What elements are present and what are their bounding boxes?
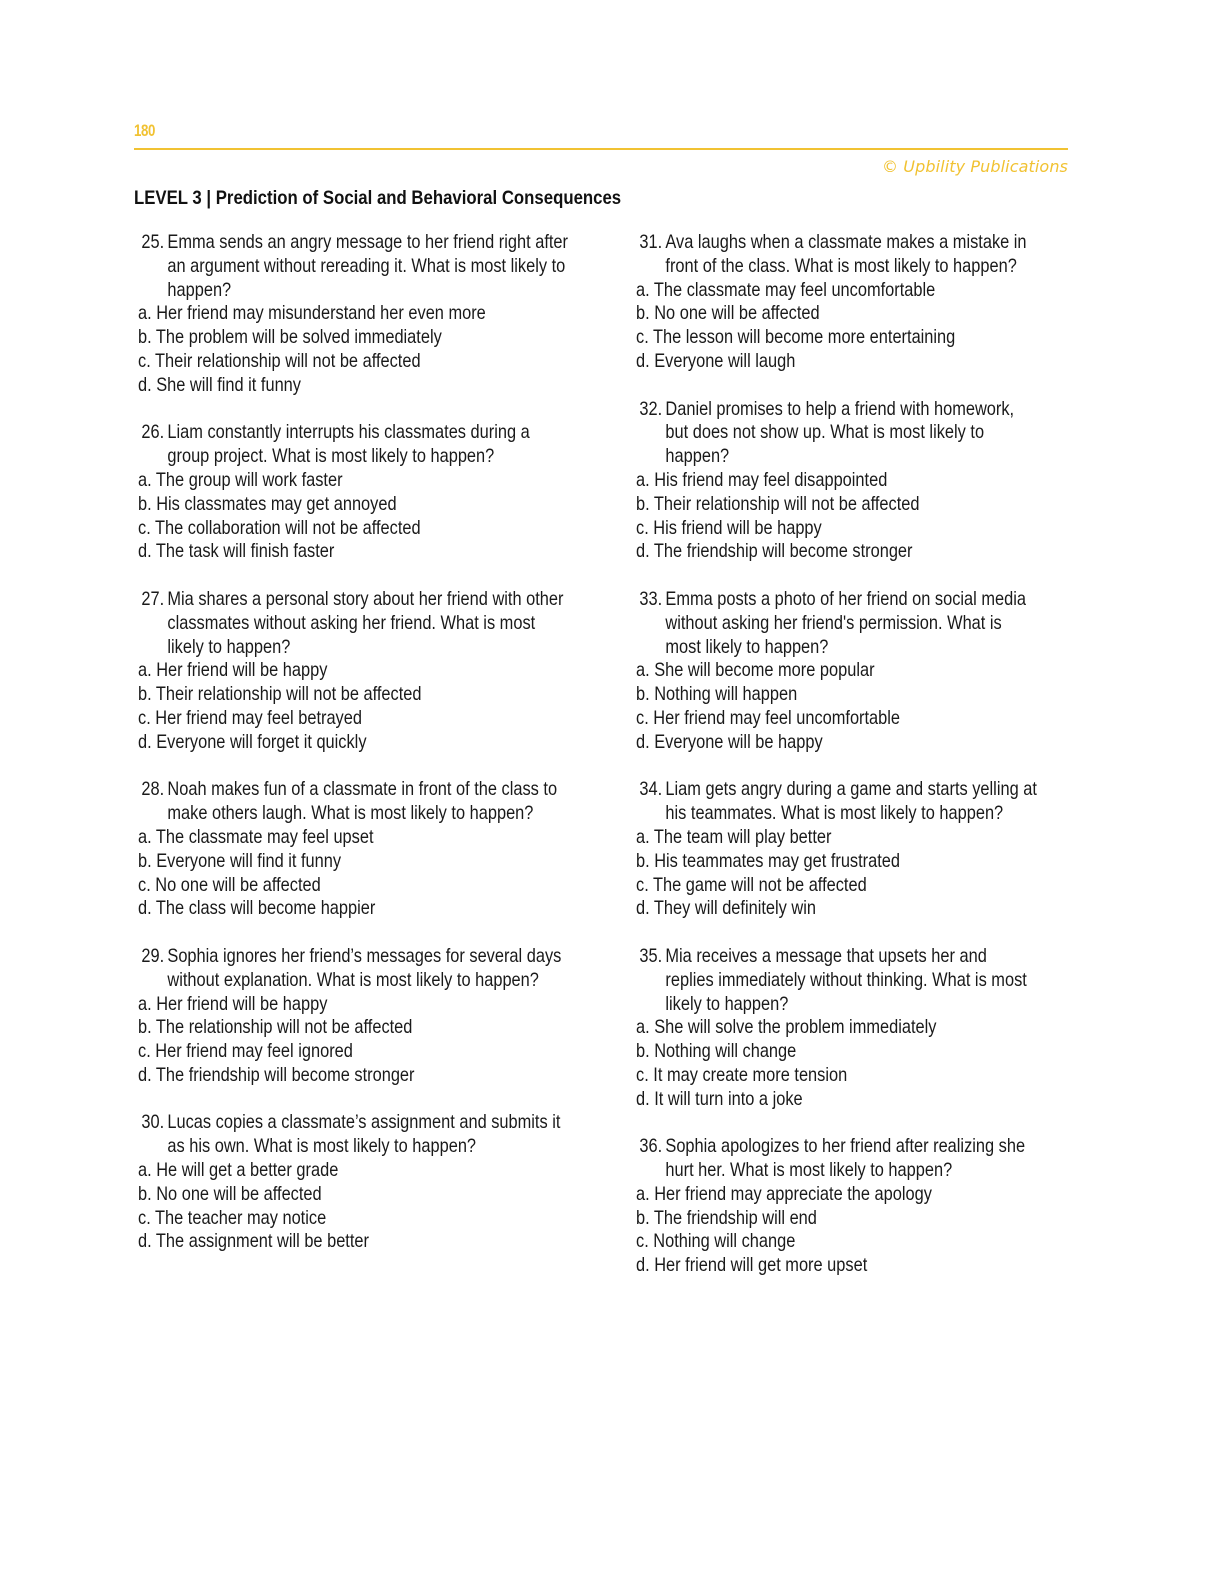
option-letter: b. [636, 1206, 650, 1229]
question-text [665, 588, 1106, 659]
question-text-line: front of the class. What is most likely to happen? [665, 254, 1017, 277]
question-text-line: replies immediately without thinking. What is most [665, 968, 1027, 991]
question-text [665, 945, 1106, 1016]
option-text: His friend may feel disappointed [654, 468, 888, 491]
question-text-line: Lucas copies a classmate’s assignment and submits it [167, 1111, 561, 1134]
question-item [138, 1111, 608, 1254]
option-letter: a. [138, 659, 152, 682]
copyright-notice: © Upbility Publications [882, 157, 1068, 176]
question-item [138, 231, 608, 398]
option-letter: b. [636, 492, 650, 515]
question-stem [636, 945, 1106, 1016]
option-text: The team will play better [653, 825, 832, 848]
answer-option [138, 993, 608, 1017]
option-letter: c. [138, 873, 151, 896]
answer-option [636, 731, 1106, 755]
option-text: The lesson will become more entertaining [653, 326, 956, 349]
question-number: 35. [639, 944, 663, 967]
answer-option [138, 302, 608, 326]
option-letter: a. [636, 659, 650, 682]
option-text: Nothing will change [653, 1230, 796, 1253]
question-text-line: classmates without asking her friend. What is most [167, 611, 536, 634]
option-text: Her friend may feel ignored [155, 1040, 353, 1063]
question-text-line: Mia shares a personal story about her friend with other [167, 587, 564, 610]
option-text: The problem will be solved immediately [155, 326, 442, 349]
option-letter: c. [138, 516, 151, 539]
right-question-column [636, 231, 1196, 1302]
question-list [636, 231, 1106, 1278]
answer-option [636, 897, 1106, 921]
question-text-line: group project. What is most likely to happen? [167, 445, 495, 468]
answer-option [138, 1183, 608, 1207]
question-text-line: without explanation. What is most likely to happen? [167, 968, 539, 991]
question-text-line: as his own. What is most likely to happen? [167, 1135, 477, 1158]
answer-option [138, 874, 608, 898]
answer-option [138, 1159, 608, 1183]
option-letter: a. [636, 825, 650, 848]
option-letter: d. [636, 1254, 650, 1277]
answer-option [636, 850, 1106, 874]
option-letter: a. [636, 278, 650, 301]
question-stem [138, 945, 608, 993]
question-text [167, 588, 608, 659]
option-letter: d. [636, 897, 650, 920]
option-text: Her friend will be happy [156, 992, 328, 1015]
option-text: She will find it funny [156, 373, 301, 396]
option-text: Everyone will laugh [654, 349, 796, 372]
question-item [636, 588, 1106, 755]
question-item [138, 588, 608, 755]
option-text: His classmates may get annoyed [156, 492, 397, 515]
question-number: 31. [639, 231, 663, 253]
question-text [665, 778, 1106, 826]
answer-option [636, 707, 1106, 731]
question-text-line: without asking her friend's permission. What is [665, 611, 1002, 634]
question-text [665, 1135, 1106, 1183]
question-item [636, 398, 1106, 565]
answer-option [636, 1254, 1106, 1278]
option-letter: b. [138, 1182, 152, 1205]
option-letter: a. [138, 992, 152, 1015]
question-text-line: Ava laughs when a classmate makes a mistake in [665, 231, 1027, 253]
option-letter: d. [138, 373, 152, 396]
answer-option [636, 1088, 1106, 1112]
answer-option [138, 731, 608, 755]
question-text [665, 398, 1106, 469]
answer-option [138, 683, 608, 707]
option-text: It will turn into a joke [654, 1087, 803, 1110]
question-number: 26. [141, 421, 165, 444]
option-text: The classmate may feel uncomfortable [653, 278, 936, 301]
option-text: His teammates may get frustrated [654, 849, 901, 872]
question-number: 25. [141, 231, 165, 253]
option-letter: d. [138, 540, 152, 563]
question-text-line: Liam constantly interrupts his classmates during a [167, 421, 530, 444]
option-letter: d. [138, 897, 152, 920]
question-text-line: but does not show up. What is most likely to [665, 421, 985, 444]
option-text: His friend will be happy [653, 516, 822, 539]
question-text-line: make others laugh. What is most likely to happen? [167, 802, 534, 825]
option-letter: b. [636, 683, 650, 706]
answer-option [138, 350, 608, 374]
answer-option [636, 326, 1106, 350]
answer-option [138, 1064, 608, 1088]
option-letter: c. [636, 1063, 649, 1086]
answer-option [138, 374, 608, 398]
option-text: The friendship will become stronger [155, 1063, 415, 1086]
question-stem [636, 1135, 1106, 1183]
option-letter: b. [636, 302, 650, 325]
left-question-column [138, 231, 698, 1278]
option-letter: a. [636, 1182, 650, 1205]
option-letter: d. [138, 730, 152, 753]
option-text: The class will become happier [155, 897, 376, 920]
option-letter: b. [138, 1016, 152, 1039]
option-letter: a. [138, 825, 152, 848]
question-text-line: Sophia ignores her friend’s messages for several days [167, 944, 562, 967]
option-text: Their relationship will not be affected [155, 683, 422, 706]
section-title: LEVEL 3 | Prediction of Social and Behavioral Consequences [134, 187, 622, 209]
option-text: The group will work faster [155, 468, 343, 491]
answer-option [636, 540, 1106, 564]
option-letter: c. [138, 1206, 151, 1229]
answer-option [138, 897, 608, 921]
option-text: She will solve the problem immediately [654, 1016, 937, 1039]
header-divider [134, 148, 1068, 150]
option-text: Their relationship will not be affected [155, 349, 421, 372]
question-text-line: Daniel promises to help a friend with homework, [665, 397, 1015, 420]
option-letter: c. [636, 873, 649, 896]
option-text: Everyone will forget it quickly [156, 730, 367, 753]
option-text: Everyone will be happy [654, 730, 823, 753]
question-text-line: likely to happen? [665, 992, 789, 1015]
question-text-line: happen? [665, 445, 730, 468]
question-stem [138, 231, 608, 302]
question-list [138, 231, 608, 1254]
answer-option [138, 1040, 608, 1064]
question-stem [636, 398, 1106, 469]
question-text-line: likely to happen? [167, 635, 291, 658]
answer-option [636, 517, 1106, 541]
option-letter: c. [636, 326, 649, 349]
answer-option [636, 469, 1106, 493]
option-text: They will definitely win [653, 897, 816, 920]
option-letter: a. [636, 1016, 650, 1039]
option-letter: d. [138, 1230, 152, 1253]
option-letter: c. [636, 706, 649, 729]
question-number: 32. [639, 397, 663, 420]
question-stem [138, 1111, 608, 1159]
answer-option [138, 326, 608, 350]
answer-option [138, 469, 608, 493]
option-text: The relationship will not be affected [155, 1016, 413, 1039]
option-text: Her friend may feel uncomfortable [653, 706, 901, 729]
question-text-line: Noah makes fun of a classmate in front of the class to [167, 778, 558, 801]
question-stem [636, 778, 1106, 826]
answer-option [636, 1040, 1106, 1064]
option-letter: d. [636, 349, 650, 372]
option-letter: c. [138, 349, 151, 372]
question-text [167, 778, 608, 826]
option-letter: a. [138, 302, 152, 325]
question-text-line: Sophia apologizes to her friend after realizing she [665, 1135, 1026, 1158]
question-stem [138, 421, 608, 469]
answer-option [636, 683, 1106, 707]
option-letter: b. [138, 683, 152, 706]
question-item [138, 945, 608, 1088]
option-text: Everyone will find it funny [156, 849, 342, 872]
answer-option [636, 350, 1106, 374]
option-letter: d. [138, 1063, 152, 1086]
question-item [636, 1135, 1106, 1278]
question-stem [138, 778, 608, 826]
answer-option [636, 1016, 1106, 1040]
question-text [167, 421, 608, 469]
option-text: The assignment will be better [155, 1230, 369, 1253]
answer-option [138, 540, 608, 564]
option-letter: c. [636, 516, 649, 539]
option-text: Her friend will be happy [156, 659, 328, 682]
question-text-line: his teammates. What is most likely to happen? [665, 802, 1004, 825]
question-number: 29. [141, 944, 165, 967]
option-text: It may create more tension [653, 1063, 848, 1086]
option-letter: b. [636, 1040, 650, 1063]
question-number: 27. [141, 587, 165, 610]
question-number: 36. [639, 1135, 663, 1158]
question-text [167, 231, 608, 302]
question-text [665, 231, 1106, 279]
option-text: Her friend will get more upset [654, 1254, 868, 1277]
question-text-line: hurt her. What is most likely to happen? [665, 1159, 953, 1182]
option-text: She will become more popular [654, 659, 875, 682]
option-letter: a. [138, 468, 152, 491]
answer-option [636, 1230, 1106, 1254]
option-text: Her friend may misunderstand her even more [156, 302, 486, 325]
answer-option [138, 1230, 608, 1254]
option-letter: c. [138, 706, 151, 729]
option-text: No one will be affected [156, 1182, 322, 1205]
answer-option [138, 707, 608, 731]
option-letter: a. [138, 1159, 152, 1182]
option-letter: c. [138, 1040, 151, 1063]
option-text: The classmate may feel upset [155, 825, 374, 848]
answer-option [138, 659, 608, 683]
question-stem [636, 588, 1106, 659]
question-number: 34. [639, 778, 663, 801]
answer-option [636, 493, 1106, 517]
option-text: No one will be affected [155, 873, 321, 896]
option-letter: d. [636, 540, 650, 563]
option-letter: b. [138, 326, 152, 349]
answer-option [138, 826, 608, 850]
answer-option [636, 874, 1106, 898]
answer-option [636, 1064, 1106, 1088]
question-text-line: happen? [167, 278, 232, 301]
option-text: Her friend may feel betrayed [155, 706, 362, 729]
question-item [636, 231, 1106, 374]
option-text: The game will not be affected [653, 873, 867, 896]
option-text: Their relationship will not be affected [653, 492, 920, 515]
question-text-line: Emma sends an angry message to her friend right after [167, 231, 569, 253]
question-stem [138, 588, 608, 659]
option-letter: a. [636, 468, 650, 491]
answer-option [636, 826, 1106, 850]
option-letter: b. [636, 849, 650, 872]
option-text: The collaboration will not be affected [155, 516, 421, 539]
question-text [167, 1111, 608, 1159]
page-number: 180 [134, 121, 155, 140]
option-letter: d. [636, 1087, 650, 1110]
question-item [138, 421, 608, 564]
answer-option [636, 279, 1106, 303]
answer-option [636, 1207, 1106, 1231]
question-number: 33. [639, 587, 663, 610]
question-text-line: most likely to happen? [665, 635, 829, 658]
option-letter: b. [138, 492, 152, 515]
answer-option [636, 1183, 1106, 1207]
question-item [636, 945, 1106, 1112]
question-text-line: an argument without rereading it. What is most likely to [167, 254, 566, 277]
option-letter: c. [636, 1230, 649, 1253]
option-text: The friendship will end [653, 1206, 817, 1229]
question-text-line: Mia receives a message that upsets her and [665, 944, 987, 967]
question-number: 28. [141, 778, 165, 801]
question-item [636, 778, 1106, 921]
question-number: 30. [141, 1111, 165, 1134]
question-text-line: Emma posts a photo of her friend on social media [665, 587, 1026, 610]
option-text: The teacher may notice [155, 1206, 327, 1229]
answer-option [138, 1207, 608, 1231]
option-text: Her friend may appreciate the apology [654, 1182, 932, 1205]
question-item [138, 778, 608, 921]
option-text: Nothing will change [654, 1040, 797, 1063]
question-text [167, 945, 608, 993]
answer-option [138, 517, 608, 541]
question-text-line: Liam gets angry during a game and starts yelling at [665, 778, 1037, 801]
answer-option [138, 1016, 608, 1040]
option-letter: b. [138, 849, 152, 872]
answer-option [138, 493, 608, 517]
option-text: Nothing will happen [654, 683, 798, 706]
answer-option [636, 659, 1106, 683]
option-text: He will get a better grade [156, 1159, 339, 1182]
option-text: No one will be affected [654, 302, 820, 325]
option-text: The task will finish faster [155, 540, 335, 563]
option-letter: d. [636, 730, 650, 753]
answer-option [138, 850, 608, 874]
question-stem [636, 231, 1106, 279]
option-text: The friendship will become stronger [653, 540, 913, 563]
answer-option [636, 302, 1106, 326]
